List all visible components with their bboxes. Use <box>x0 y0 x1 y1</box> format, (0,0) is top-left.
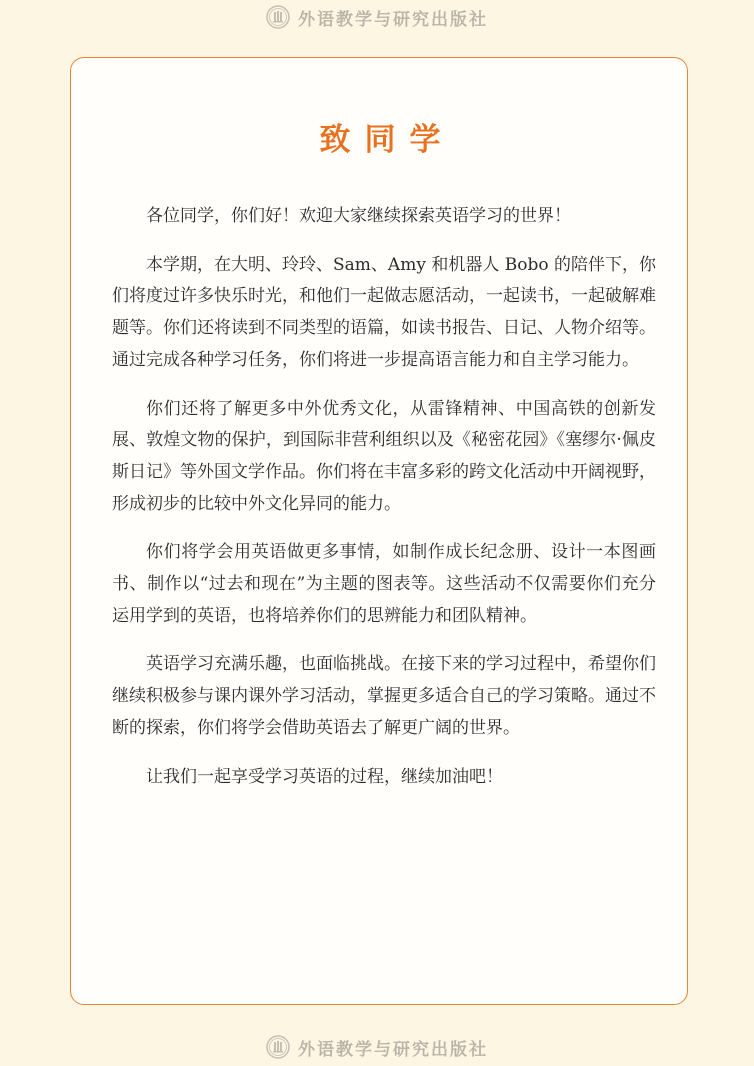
letter-title: 致同学 <box>319 122 455 158</box>
publisher-name: 外语教学与研究出版社 <box>298 1039 488 1060</box>
publisher-watermark-bottom <box>0 1032 754 1062</box>
letter-card <box>70 57 688 1005</box>
paragraph-characters: 本学期，在大明、玲玲、Sam、Amy 和机器人 Bobo 的陪伴下，你们将度过许多快乐时光，和他们一起做志愿活动，一起读书，一起破解难题等。你们还将读到不同类型的语篇，如读书报告、日记、人物介绍等。通过完成各种学习任务，你们将进一步提高语言能力和自主学习能力。 <box>112 254 656 370</box>
paragraph-culture: 你们还将了解更多中外优秀文化，从雷锋精神、中国高铁的创新发展、敦煌文物的保护，到国际非营利组织以及《秘密花园》《塞缪尔·佩皮斯日记》等外国文学作品。你们将在丰富多彩的跨文化活动中开阔视野，形成初步的比较中外文化异同的能力。 <box>112 398 656 514</box>
publisher-logo-icon <box>266 5 290 29</box>
paragraph-challenges: 英语学习充满乐趣，也面临挑战。在接下来的学习过程中，希望你们继续积极参与课内课外学习活动，掌握更多适合自己的学习策略。通过不断的探索，你们将学会借助英语去了解更广阔的世界。 <box>112 654 656 738</box>
paragraph-greeting: 各位同学，你们好！欢迎大家继续探索英语学习的世界！ <box>146 206 571 226</box>
paragraph-activities: 你们将学会用英语做更多事情，如制作成长纪念册、设计一本图画书、制作以“过去和现在”为主题的图表等。这些活动不仅需要你们充分运用学到的英语，也将培养你们的思辨能力和团队精神。 <box>112 542 656 626</box>
letter-body <box>112 201 656 810</box>
publisher-watermark-top <box>0 2 754 32</box>
publisher-name: 外语教学与研究出版社 <box>298 9 488 30</box>
paragraph-closing: 让我们一起享受学习英语的过程，继续加油吧！ <box>146 766 503 787</box>
publisher-logo-icon <box>266 1035 290 1059</box>
